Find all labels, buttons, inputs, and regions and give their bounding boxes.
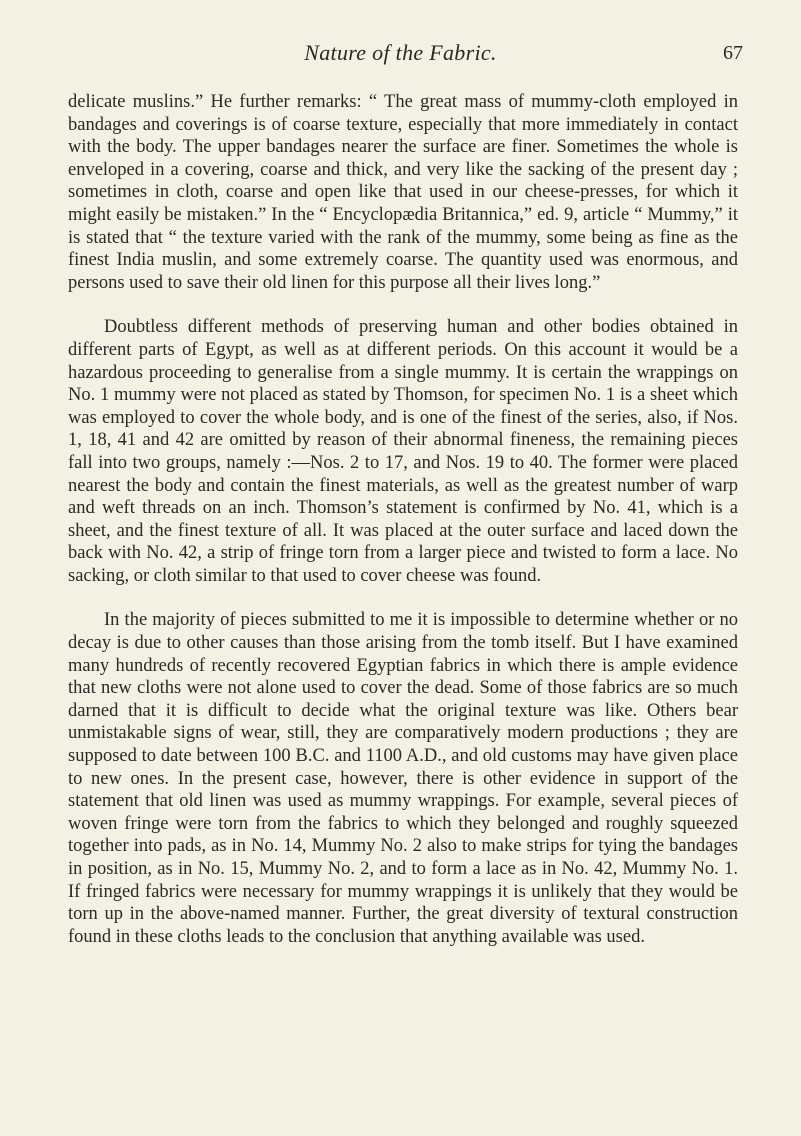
running-head [0,40,801,70]
paragraph-continuation: delicate muslins.” He further remarks: “ The great mass of mummy-cloth employed in bandages and coverings is of coarse texture, especially that more immediately in contact with the body. The upper bandages nearer the surface are finer. Sometimes the whole is enveloped in a covering, coarse and thick, and very like the sacking of the present day ; sometimes in cloth, coarse and open like that used in our cheese-presses, for which it might easily be mistaken.” In the “ Encyclopædia Britannica,” ed. 9, article “ Mummy,” it is stated that “ the texture varied with the rank of the mummy, some being as fine as the finest India muslin, and some extremely coarse. The quantity used was enormous, and persons used to save their old linen for this purpose all their lives long.” [68,92,738,293]
paragraph-old-linen-evidence: In the majority of pieces submitted to me it is impossible to determine whether or no decay is due to other causes than those arising from the tomb itself. But I have examined many hundreds of recently recovered Egyptian fabrics in which there is ample evidence that new cloths were not alone used to cover the dead. Some of those fabrics are so much darned that it is difficult to decide what the original texture was like. Others bear unmistakable signs of wear, still, they are comparatively modern productions ; they are supposed to date between 100 B.C. and 1100 A.D., and old customs may have given place to new ones. In the present case, however, there is other evidence in support of the statement that old linen was used as mummy wrappings. For example, several pieces of woven fringe were torn from the fabrics to which they belonged and roughly squeezed together into pads, as in No. 14, Mummy No. 2 also to make strips for tying the bandages in position, as in No. 15, Mummy No. 2, and to form a lace as in No. 42, Mummy No. 1. If fringed fabrics were necessary for mummy wrappings it is unlikely that they would be torn up in the above-named manner. Further, the great diversity of textural construction found in these cloths leads to the conclusion that anything available was used. [68,610,738,947]
page-body [68,91,738,948]
paragraph-preserving-methods: Doubtless different methods of preserving human and other bodies obtained in different parts of Egypt, as well as at different periods. On this account it would be a hazardous proceeding to generalise from a single mummy. It is certain the wrappings on No. 1 mummy were not placed as stated by Thomson, for specimen No. 1 is a sheet which was employed to cover the whole body, and is one of the finest of the series, also, if Nos. 1, 18, 41 and 42 are omitted by reason of their abnormal fineness, the remaining pieces fall into two groups, namely :—Nos. 2 to 17, and Nos. 19 to 40. The former were placed nearest the body and contain the finest materials, as well as the greatest number of warp and weft threads on an inch. Thomson’s statement is confirmed by No. 41, which is a sheet, and the finest texture of all. It was placed at the outer surface and laced down the back with No. 42, a strip of fringe torn from a larger piece and twisted to form a lace. No sacking, or cloth similar to that used to cover cheese was found. [68,317,738,586]
page-title: Nature of the Fabric. [304,40,497,65]
page-number: 67 [723,42,743,64]
